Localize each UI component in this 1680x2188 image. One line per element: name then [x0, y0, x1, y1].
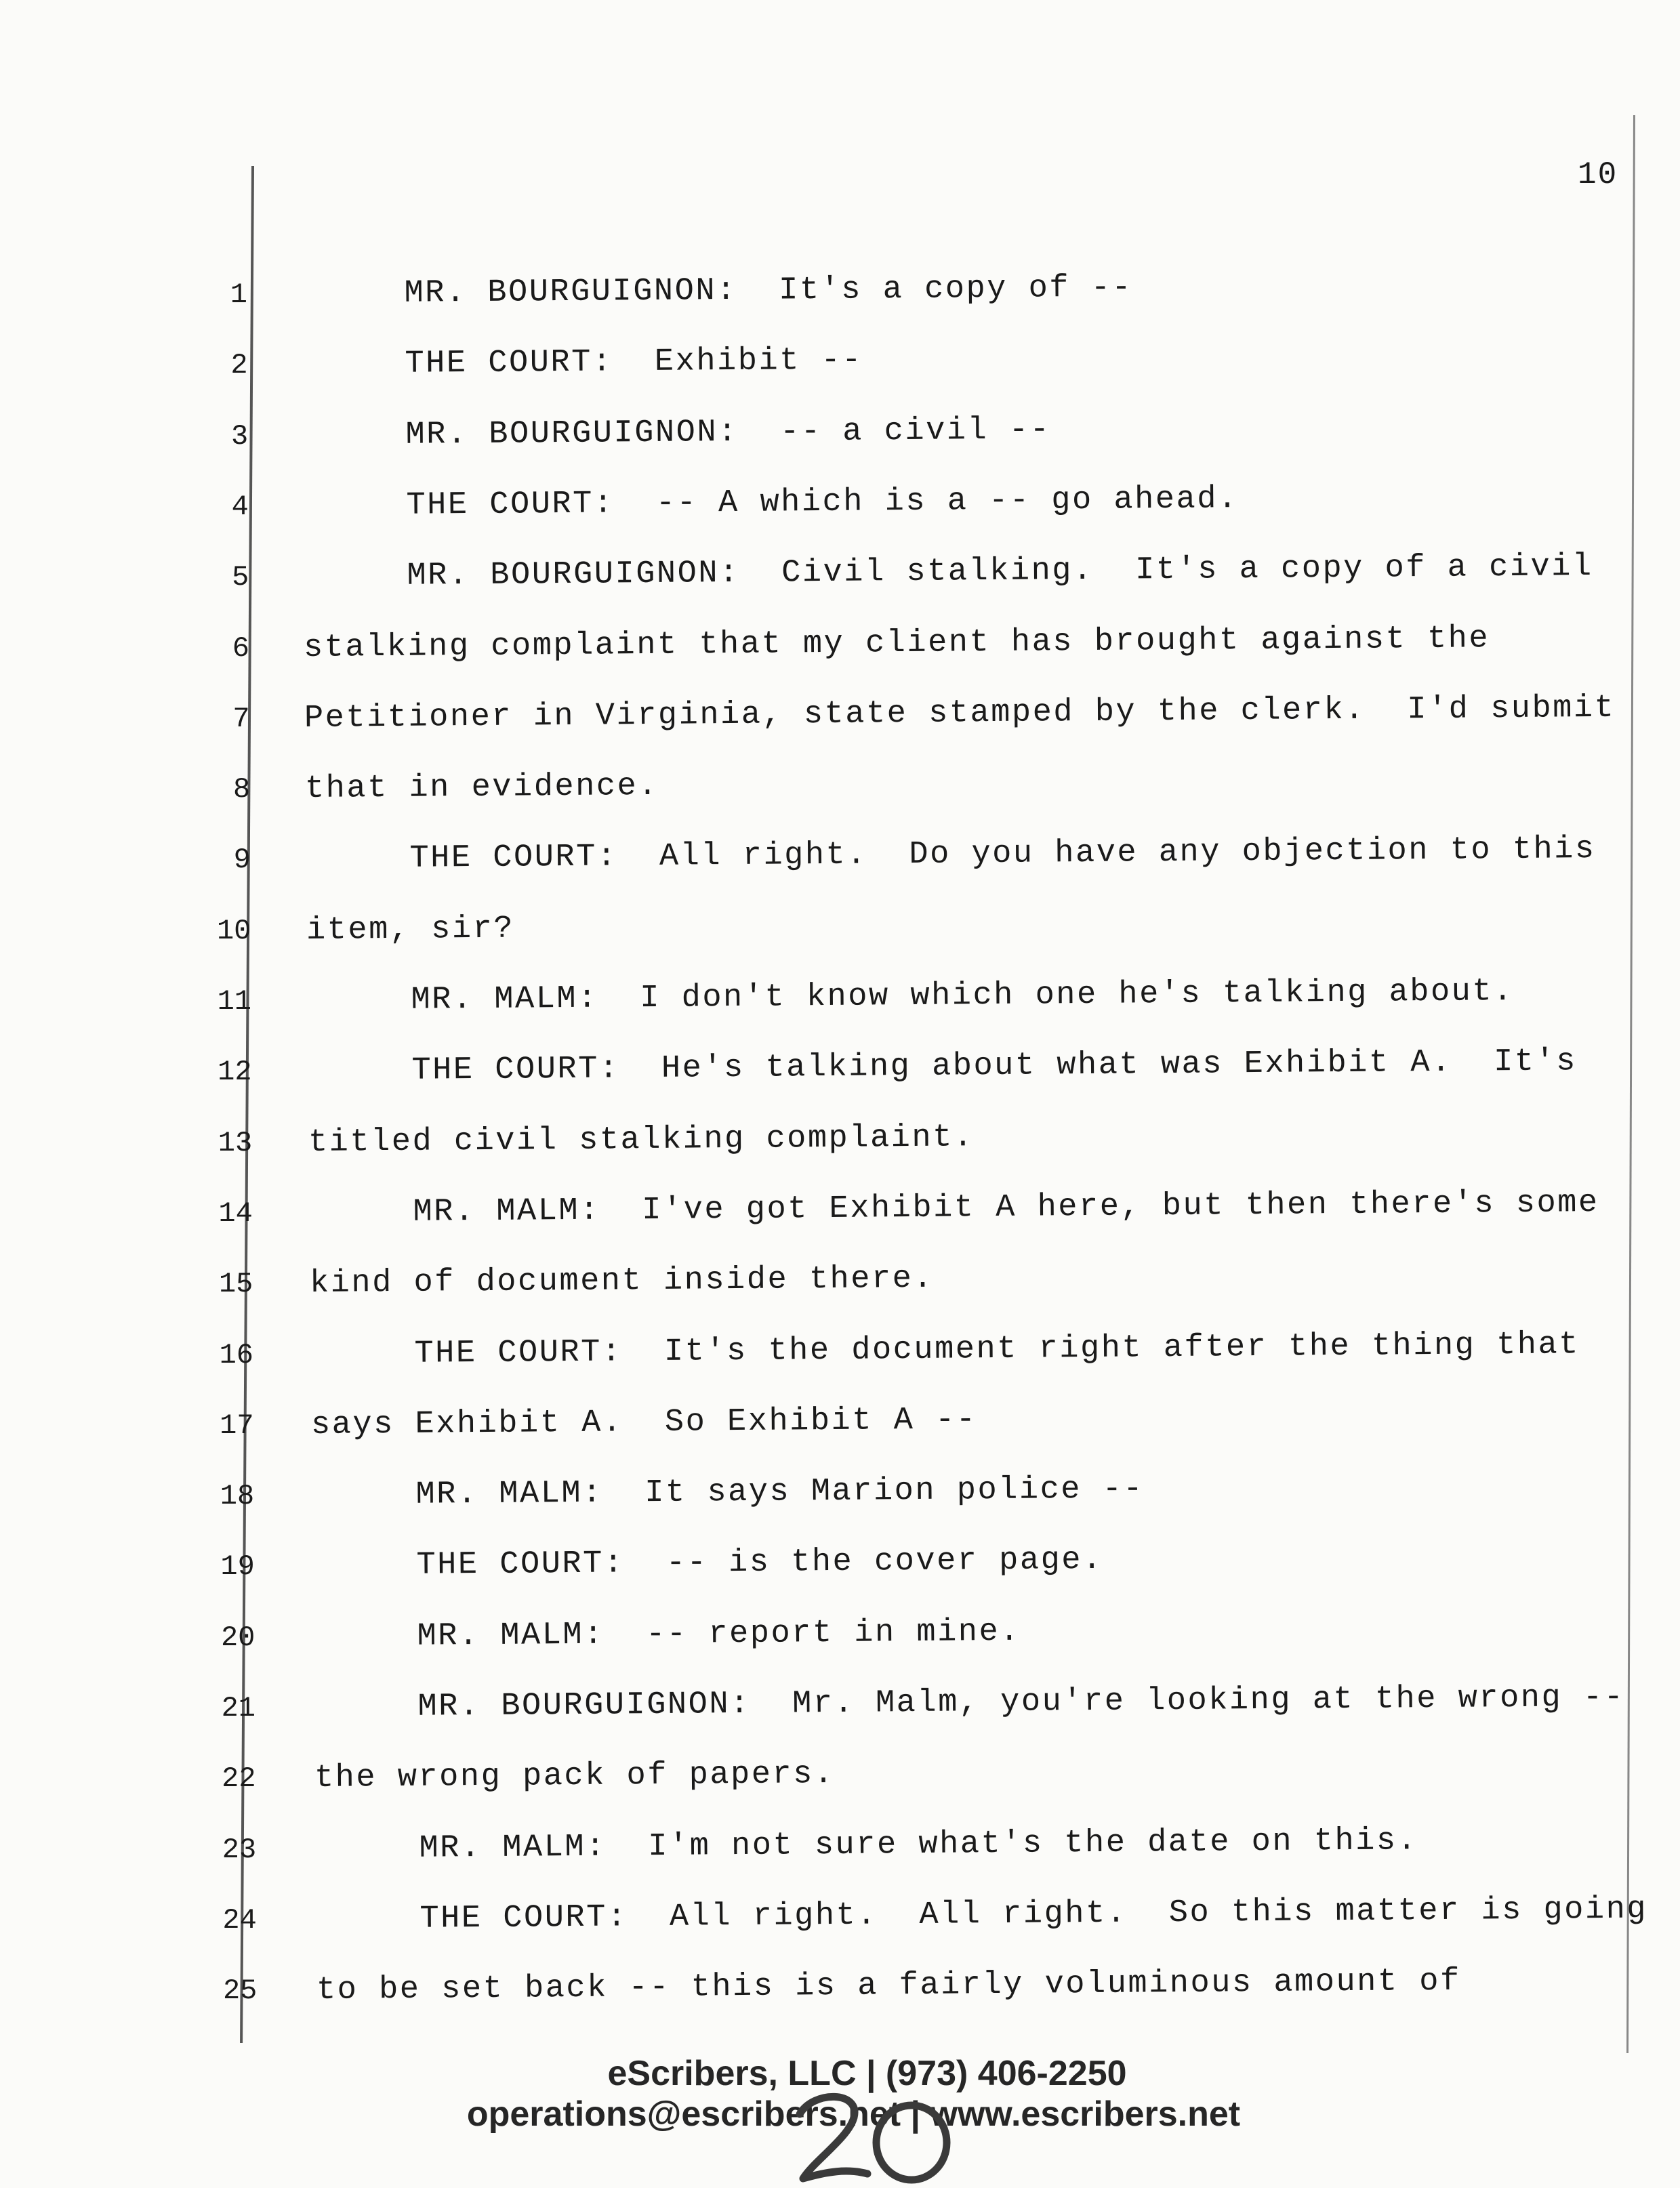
transcript-line: [0, 1186, 1680, 1241]
transcript-line: [0, 904, 1680, 958]
line-number: 21: [221, 1692, 255, 1725]
transcript-line: [0, 1611, 1680, 1665]
line-text: MR. MALM: I've got Exhibit A here, but then there's some: [308, 1184, 1599, 1231]
line-text: MR. BOURGUIGNON: -- a civil --: [301, 411, 1051, 454]
line-text: MR. MALM: -- report in mine.: [312, 1613, 1021, 1655]
line-text: MR. MALM: I'm not sure what's the date on this.: [314, 1822, 1418, 1867]
line-number: 5: [232, 561, 249, 594]
page-number: 10: [1578, 157, 1618, 192]
line-text: MR. BOURGUIGNON: Civil stalking. It's a copy of a civil: [302, 549, 1593, 596]
line-text: THE COURT: All right. All right. So this matter is going: [315, 1891, 1648, 1938]
transcript-line: [0, 1681, 1680, 1735]
transcript-line: [0, 1116, 1680, 1170]
line-text: titled civil stalking complaint.: [308, 1119, 975, 1161]
line-number: 11: [217, 985, 251, 1018]
line-text: MR. BOURGUIGNON: Mr. Malm, you're looking at the wrong --: [313, 1679, 1625, 1726]
line-number: 24: [222, 1903, 257, 1937]
line-text: says Exhibit A. So Exhibit A --: [310, 1402, 977, 1443]
line-number: 2: [230, 349, 248, 382]
footer-company: eScribers, LLC | (973) 406-2250: [607, 2054, 1127, 2093]
transcript-line: [0, 1399, 1680, 1453]
transcript-line: [0, 409, 1680, 463]
line-text: THE COURT: It's the document right after the thing that: [310, 1326, 1580, 1373]
transcript-line: [0, 1893, 1680, 1947]
line-text: THE COURT: All right. Do you have any objection to this: [305, 831, 1596, 878]
line-number: 20: [220, 1621, 255, 1654]
transcript-line: [0, 550, 1680, 604]
transcript-line: [0, 621, 1680, 676]
line-text: MR. MALM: It says Marion police --: [311, 1471, 1145, 1514]
transcript-line: [0, 692, 1680, 746]
footer-contact: operations@escribers.net | www.escribers.net: [466, 2094, 1241, 2134]
line-number: 7: [232, 702, 250, 735]
line-text: THE COURT: Exhibit --: [300, 342, 863, 384]
line-text: MR. MALM: I don't know which one he's talking about.: [306, 974, 1515, 1019]
line-text: THE COURT: -- is the cover page.: [312, 1542, 1103, 1585]
line-text: that in evidence.: [304, 768, 659, 808]
transcript-line: [0, 762, 1680, 817]
line-number: 3: [230, 419, 249, 453]
line-number: 4: [231, 490, 249, 523]
transcript-line: [0, 1752, 1680, 1806]
transcript-line: [0, 480, 1680, 534]
transcript-line: [0, 268, 1680, 322]
line-number: 12: [218, 1056, 252, 1089]
line-text: kind of document inside there.: [309, 1260, 935, 1302]
line-number: 14: [218, 1197, 253, 1230]
transcript-line: [0, 1823, 1680, 1877]
line-number: 23: [222, 1833, 257, 1866]
transcript-line: [0, 1964, 1680, 2018]
line-text: item, sir?: [306, 911, 515, 949]
line-number: 17: [220, 1409, 254, 1442]
line-number: 18: [220, 1480, 255, 1513]
transcript-line: [0, 1469, 1680, 1523]
transcript-line: [0, 833, 1680, 887]
transcript-line: [0, 1540, 1680, 1594]
line-number: 15: [218, 1268, 253, 1301]
line-number: 10: [216, 914, 251, 947]
transcript-line: [0, 338, 1680, 392]
line-number: 9: [233, 844, 251, 877]
transcript-line: [0, 1328, 1680, 1382]
transcript-line: [0, 974, 1680, 1029]
line-text: Petitioner in Virginia, state stamped by the clerk. I'd submit: [304, 690, 1616, 737]
line-text: the wrong pack of papers.: [314, 1756, 835, 1797]
line-number: 16: [219, 1338, 253, 1371]
line-number: 13: [218, 1126, 253, 1159]
transcript-line: [0, 1045, 1680, 1099]
line-number: 6: [232, 632, 249, 665]
transcript-line: [0, 1257, 1680, 1311]
handwritten-page-mark: [786, 2087, 962, 2188]
line-text: MR. BOURGUIGNON: It's a copy of --: [300, 270, 1133, 312]
line-text: THE COURT: -- A which is a -- go ahead.: [302, 481, 1239, 524]
line-text: stalking complaint that my client has brought against the: [303, 620, 1490, 666]
line-number: 1: [230, 278, 247, 311]
line-text: THE COURT: He's talking about what was Exhibit A. It's: [307, 1044, 1578, 1090]
line-text: to be set back -- this is a fairly voluminous amount of: [316, 1963, 1461, 2009]
line-number: 25: [222, 1975, 258, 2008]
line-number: 8: [232, 773, 251, 806]
line-number: 19: [220, 1550, 255, 1584]
line-number: 22: [222, 1762, 256, 1796]
